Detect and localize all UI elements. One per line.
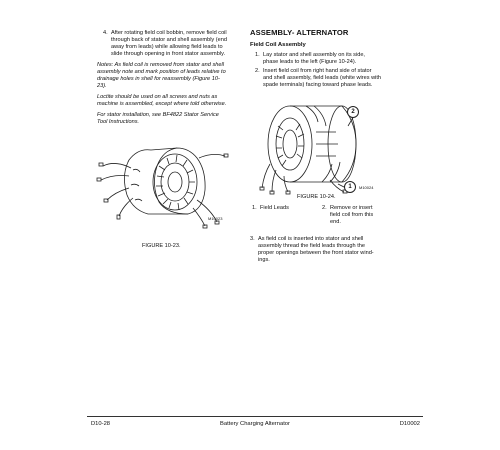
callout-1-label: 1 [348, 184, 352, 190]
notes-line-1: Notes: As field coil is removed from stator and shell [97, 62, 224, 68]
notes-line-2: assembly note and mark position of leads relative to [97, 69, 226, 75]
footer-title: Battery Charging Alternator [220, 421, 290, 427]
footer-rule [87, 416, 423, 417]
step-2-line-3: spade terminals) facing toward phase leads. [263, 82, 373, 88]
figure-10-24-stator-illustration [256, 92, 376, 196]
step-4-number: 4. [103, 30, 108, 36]
figure-10-23-stator-illustration [93, 130, 243, 230]
legend-2-line-3: end. [330, 219, 341, 225]
step-2-number: 2. [255, 68, 260, 74]
figure-10-24-code: M10024 [359, 185, 374, 190]
step-4-line-2: through back of stator and shell assembly (end [111, 37, 227, 43]
figure-10-23-code: M10023 [208, 216, 223, 221]
step-3-line-4: ings. [258, 257, 270, 263]
stator-install-line-1: For stator installation, see BF4822 Stator Service [97, 112, 219, 118]
step-1-line-1: Lay stator and shell assembly on its side, [263, 52, 365, 58]
callout-1 [344, 181, 356, 193]
figure-10-24-caption: FIGURE 10-24. [297, 194, 336, 200]
legend-1-text: Field Leads [260, 205, 289, 211]
step-4-line-3: away from leads) while allowing field leads to [111, 44, 223, 50]
loctite-line-1: Loctite should be used on all screws and nuts as [97, 94, 218, 100]
footer-doc-code: D10002 [399, 421, 420, 427]
legend-2-line-2: field coil from this [330, 212, 374, 218]
step-2-line-2: and shell assembly, field leads (white wires with [263, 75, 382, 81]
step-1-number: 1. [255, 52, 260, 58]
step-3-number: 3. [250, 236, 255, 242]
subsection-heading: Field Coil Assembly [250, 42, 306, 48]
notes-line-4: 23). [97, 83, 107, 89]
step-1-line-2: phase leads to the left (Figure 10-24). [263, 59, 357, 65]
section-heading: ASSEMBLY- ALTERNATOR [250, 28, 349, 37]
legend-1-number: 1. [252, 205, 257, 211]
step-3-line-3: proper openings between the front stator wind- [258, 250, 374, 256]
footer-page-number: D10-28 [91, 421, 111, 427]
callout-2-label: 2 [351, 109, 355, 115]
figure-10-23-caption: FIGURE 10-23. [142, 243, 181, 249]
step-3-line-1: As field coil is inserted into stator and shell [258, 236, 364, 242]
legend-2-number: 2. [322, 205, 327, 211]
step-3-line-2: assembly thread the field leads through the [258, 243, 365, 249]
step-4-line-1: After rotating field coil bobbin, remove field coil [111, 30, 227, 36]
notes-line-3: drainage holes in shell for reassembly (Figure 10- [97, 76, 220, 82]
stator-install-line-2: Tool Instructions. [97, 119, 140, 125]
step-4-line-4: slide through opening in front stator assembly. [111, 51, 226, 57]
step-2-line-1: Insert field coil from right hand side of stator [263, 68, 372, 74]
legend-2-line-1: Remove or insert [330, 205, 373, 211]
callout-2 [347, 106, 359, 118]
loctite-line-2: machine is assembled, except where told otherwise. [97, 101, 227, 107]
